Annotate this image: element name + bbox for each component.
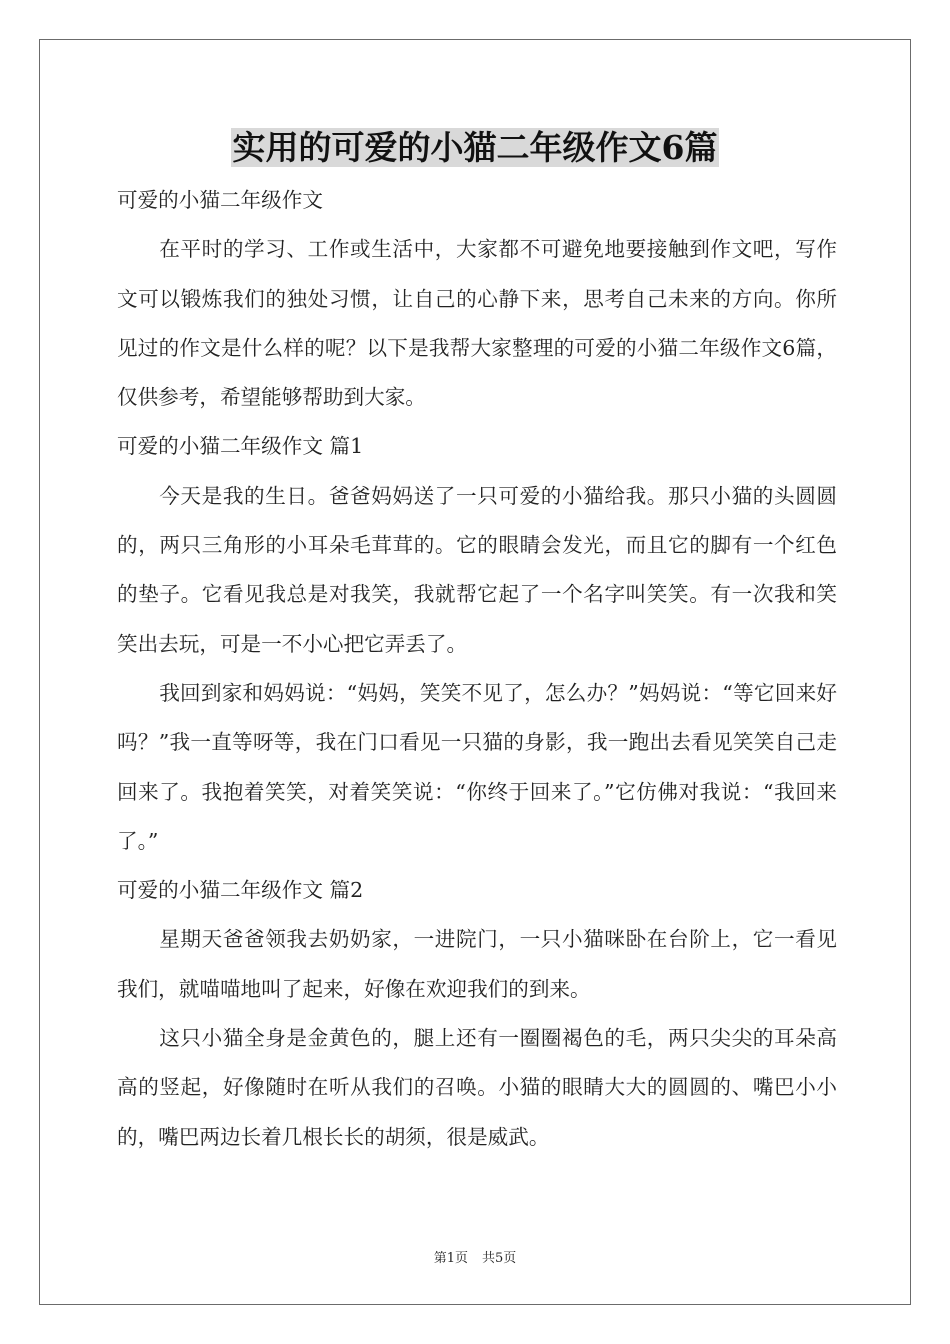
page-footer	[0, 1247, 950, 1266]
page-total: 共5页	[482, 1251, 517, 1266]
body-paragraph: 今天是我的生日。爸爸妈妈送了一只可爱的小猫给我。那只小猫的头圆圆的，两只三角形的小耳朵毛茸茸的。它的眼睛会发光，而且它的脚有一个红色的垫子。它看见我总是对我笑，我就帮它起了一个名字叫笑笑。有一次我和笑笑出去玩，可是一不小心把它弄丢了。	[117, 483, 837, 656]
body-paragraph: 在平时的学习、工作或生活中，大家都不可避免地要接触到作文吧，写作文可以锻炼我们的独处习惯，让自己的心静下来，思考自己未来的方向。你所见过的作文是什么样的呢？以下是我帮大家整理的可爱的小猫二年级作文6篇，仅供参考，希望能够帮助到大家。	[117, 237, 837, 410]
document-title	[0, 126, 950, 170]
page-number: 第1页	[433, 1251, 468, 1266]
section-heading: 可爱的小猫二年级作文 篇2	[117, 878, 364, 903]
section-heading: 可爱的小猫二年级作文	[117, 188, 323, 212]
section-heading: 可爱的小猫二年级作文 篇1	[117, 434, 364, 459]
body-paragraph: 星期天爸爸领我去奶奶家，一进院门，一只小猫咪卧在台阶上，它一看见我们，就喵喵地叫了起来，好像在欢迎我们的到来。	[117, 927, 837, 1001]
document-title-text: 实用的可爱的小猫二年级作文6篇	[232, 128, 718, 167]
document-body	[117, 176, 837, 1162]
body-paragraph: 这只小猫全身是金黄色的，腿上还有一圈圈褐色的毛，两只尖尖的耳朵高高的竖起，好像随时在听从我们的召唤。小猫的眼睛大大的圆圆的、嘴巴小小的，嘴巴两边长着几根长长的胡须，很是威武。	[117, 1026, 837, 1149]
body-paragraph: 我回到家和妈妈说：“妈妈，笑笑不见了，怎么办？”妈妈说：“等它回来好吗？”我一直等呀等，我在门口看见一只猫的身影，我一跑出去看见笑笑自己走回来了。我抱着笑笑，对着笑笑说：“你终于回来了。”它仿佛对我说：“我回来了。”	[117, 680, 837, 853]
